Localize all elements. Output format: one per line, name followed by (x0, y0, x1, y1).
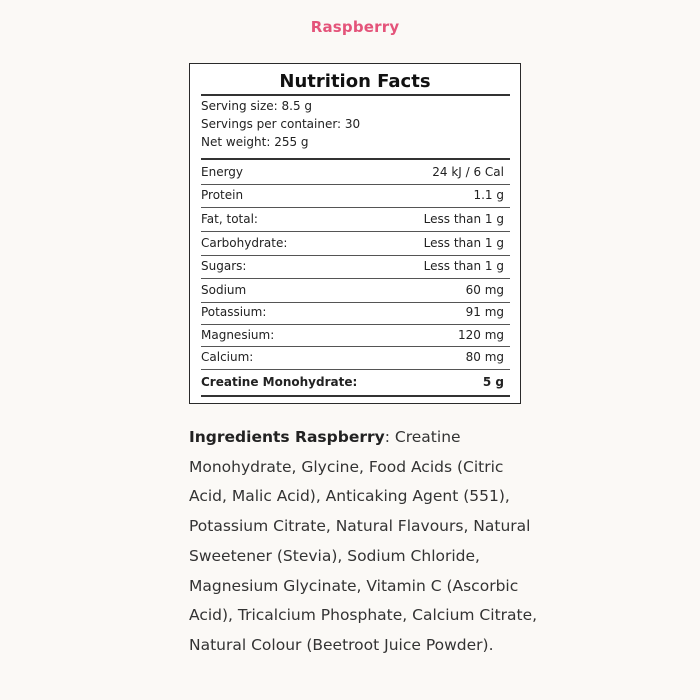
nutrient-value: 5 g (482, 375, 504, 389)
nutrient-row-potassium (201, 301, 510, 324)
nutrient-row-protein (201, 184, 510, 207)
nutrient-value: Less than 1 g (423, 259, 504, 273)
nutrient-row-fat (201, 208, 510, 231)
nutrient-row-magnesium (201, 324, 510, 347)
nutrient-row-energy (201, 161, 510, 184)
nutrient-row-calcium (201, 346, 510, 369)
net-weight: Net weight: 255 g (201, 135, 309, 149)
nutrient-row-creatine (201, 371, 510, 394)
nutrition-facts-panel (189, 63, 521, 404)
bottom-divider (201, 395, 510, 397)
nutrient-value: 1.1 g (473, 188, 504, 202)
nutrient-label: Energy (201, 165, 244, 179)
nutrient-value: 120 mg (457, 328, 504, 342)
flavor-heading: Raspberry (310, 18, 400, 36)
ingredients-label: Ingredients Raspberry (189, 428, 385, 446)
nutrient-label: Potassium: (201, 305, 267, 319)
serving-divider (201, 158, 510, 160)
nutrient-label: Sodium (201, 283, 247, 297)
nutrient-label: Calcium: (201, 350, 254, 364)
nutrient-value: 91 mg (465, 305, 504, 319)
row-divider (201, 369, 510, 370)
nutrient-value: Less than 1 g (423, 236, 504, 250)
serving-size: Serving size: 8.5 g (201, 99, 313, 113)
ingredients-text: : Creatine Monohydrate, Glycine, Food Acids (Citric Acid, Malic Acid), Anticaking Agent (551), Potassium Citrate, Natural Flavours, Natural Sweetener (Stevia), Sodium Chloride, Magnesium Glycinate, Vitamin C (Ascorbic Acid), Tricalcium Phosphate, Calcium Citrate, Natural Colour (Beetroot Juice Powder). (189, 428, 538, 654)
nutrient-row-sugars (201, 255, 510, 278)
nutrient-label: Protein (201, 188, 244, 202)
nutrient-row-sodium (201, 279, 510, 302)
nutrient-label: Carbohydrate: (201, 236, 288, 250)
nutrient-label: Magnesium: (201, 328, 275, 342)
ingredients-paragraph (189, 423, 539, 661)
nutrient-value: Less than 1 g (423, 212, 504, 226)
nutrient-value: 60 mg (465, 283, 504, 297)
nutrient-value: 80 mg (465, 350, 504, 364)
servings-per-container: Servings per container: 30 (201, 117, 361, 131)
nutrient-row-carbohydrate (201, 232, 510, 255)
title-divider (201, 94, 510, 96)
nutrient-label: Sugars: (201, 259, 247, 273)
panel-title: Nutrition Facts (279, 71, 431, 92)
nutrient-value: 24 kJ / 6 Cal (432, 165, 504, 179)
nutrient-label: Fat, total: (201, 212, 258, 226)
nutrient-label: Creatine Monohydrate: (201, 375, 358, 389)
